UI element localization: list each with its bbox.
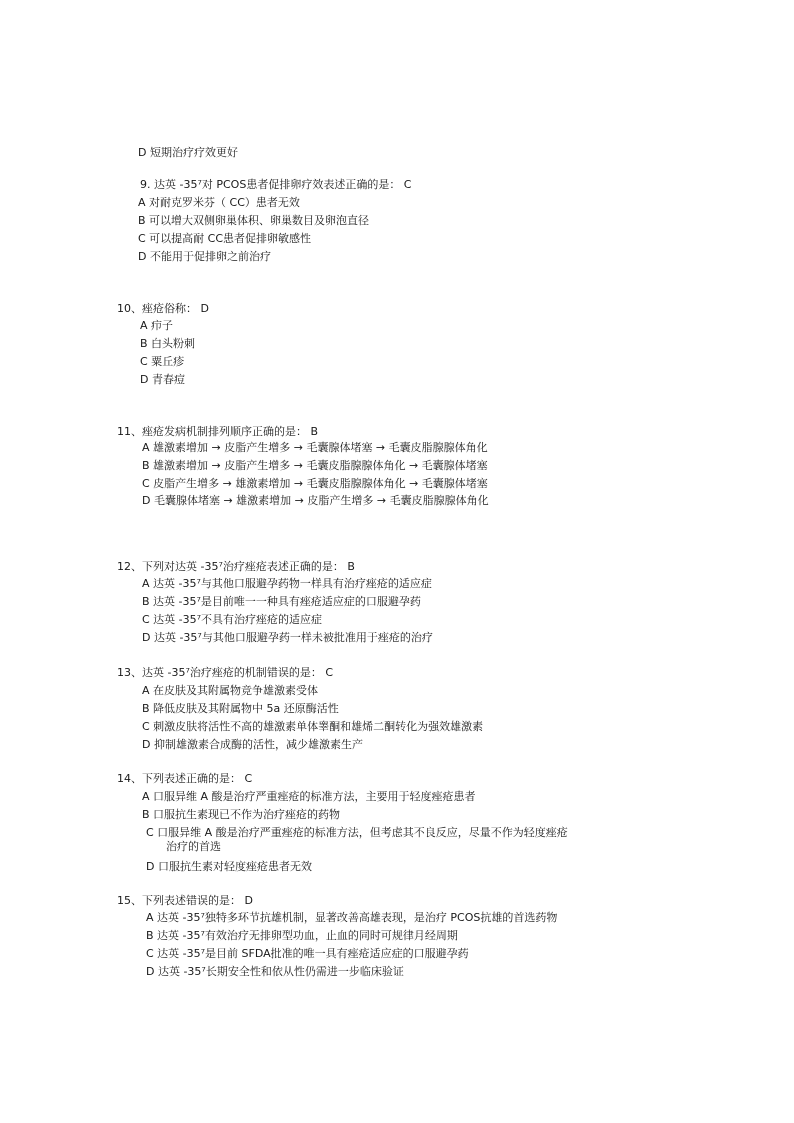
question-9-option-a: A 对耐克罗米芬（ CC）患者无效	[138, 196, 300, 209]
question-11-option-a: A 雄激素增加 → 皮脂产生增多 → 毛囊腺体堵塞 → 毛囊皮脂腺腺体角化	[142, 441, 488, 454]
question-12-option-a: A 达英 -35⁷与其他口服避孕药物一样具有治疗痤疮的适应症	[142, 577, 432, 590]
question-14-option-a: A 口服异维 A 酸是治疗严重痤疮的标准方法，主要用于轻度痤疮患者	[142, 790, 476, 803]
question-9-option-c: C 可以提高耐 CC患者促排卵敏感性	[138, 232, 312, 245]
question-12-option-d: D 达英 -35⁷与其他口服避孕药一样未被批准用于痤疮的治疗	[142, 631, 433, 644]
question-14-option-c: C 口服异维 A 酸是治疗严重痤疮的标准方法，但考虑其不良反应，尽量不作为轻度痤疮	[146, 826, 568, 839]
question-13-option-d: D 抑制雄激素合成酶的活性，减少雄激素生产	[142, 738, 363, 751]
question-15-stem: 15、下列表述错误的是： D	[117, 894, 253, 907]
question-12-option-b: B 达英 -35⁷是目前唯一一种具有痤疮适应症的口服避孕药	[142, 595, 421, 608]
question-10-option-c: C 粟丘疹	[140, 355, 185, 368]
question-10-stem: 10、痤疮俗称： D	[117, 302, 209, 315]
question-11-option-b: B 雄激素增加 → 皮脂产生增多 → 毛囊皮脂腺腺体角化 → 毛囊腺体堵塞	[142, 459, 488, 472]
question-13-option-b: B 降低皮肤及其附属物中 5a 还原酶活性	[142, 702, 339, 715]
question-13-option-c: C 刺激皮肤将活性不高的雄激素单体睾酮和雄烯二酮转化为强效雄激素	[142, 720, 484, 733]
question-11-option-d: D 毛囊腺体堵塞 → 雄激素增加 → 皮脂产生增多 → 毛囊皮脂腺腺体角化	[142, 494, 489, 507]
question-13-stem: 13、达英 -35⁷治疗痤疮的机制错误的是： C	[117, 666, 334, 679]
question-9-stem: 9. 达英 -35⁷对 PCOS患者促排卵疗效表述正确的是： C	[140, 178, 412, 191]
question-10-option-d: D 青春痘	[140, 373, 185, 386]
question-14-option-b: B 口服抗生素现已不作为治疗痤疮的药物	[142, 808, 341, 821]
question-14-stem: 14、下列表述正确的是： C	[117, 772, 253, 785]
question-10-option-b: B 白头粉刺	[140, 337, 196, 350]
question-15-option-d: D 达英 -35⁷长期安全性和依从性仍需进一步临床验证	[146, 965, 404, 978]
question-12-stem: 12、下列对达英 -35⁷治疗痤疮表述正确的是： B	[117, 560, 355, 573]
question-9-option-b: B 可以增大双侧卵巢体积、卵巢数目及卵泡直径	[138, 214, 370, 227]
question-10-option-a: A 疖子	[140, 319, 174, 332]
question-12-option-c: C 达英 -35⁷不具有治疗痤疮的适应症	[142, 613, 323, 626]
question-11-stem: 11、痤疮发病机制排列顺序正确的是： B	[117, 425, 319, 438]
question-11-option-c: C 皮脂产生增多 → 雄激素增加 → 毛囊皮脂腺腺体角化 → 毛囊腺体堵塞	[142, 477, 488, 490]
question-13-option-a: A 在皮肤及其附属物竞争雄激素受体	[142, 684, 319, 697]
question-14-option-d: D 口服抗生素对轻度痤疮患者无效	[146, 860, 312, 873]
question-14-option-c-continued: 治疗的首选	[166, 840, 221, 853]
question-15-option-a: A 达英 -35⁷独特多环节抗雄机制，显著改善高雄表现，是治疗 PCOS抗雄的首选药物	[146, 911, 558, 924]
question-15-option-c: C 达英 -35⁷是目前 SFDA批准的唯一具有痤疮适应症的口服避孕药	[146, 947, 469, 960]
text-line: D 短期治疗疗效更好	[138, 146, 238, 159]
question-9-option-d: D 不能用于促排卵之前治疗	[138, 250, 271, 263]
question-15-option-b: B 达英 -35⁷有效治疗无排卵型功血，止血的同时可规律月经周期	[146, 929, 458, 942]
